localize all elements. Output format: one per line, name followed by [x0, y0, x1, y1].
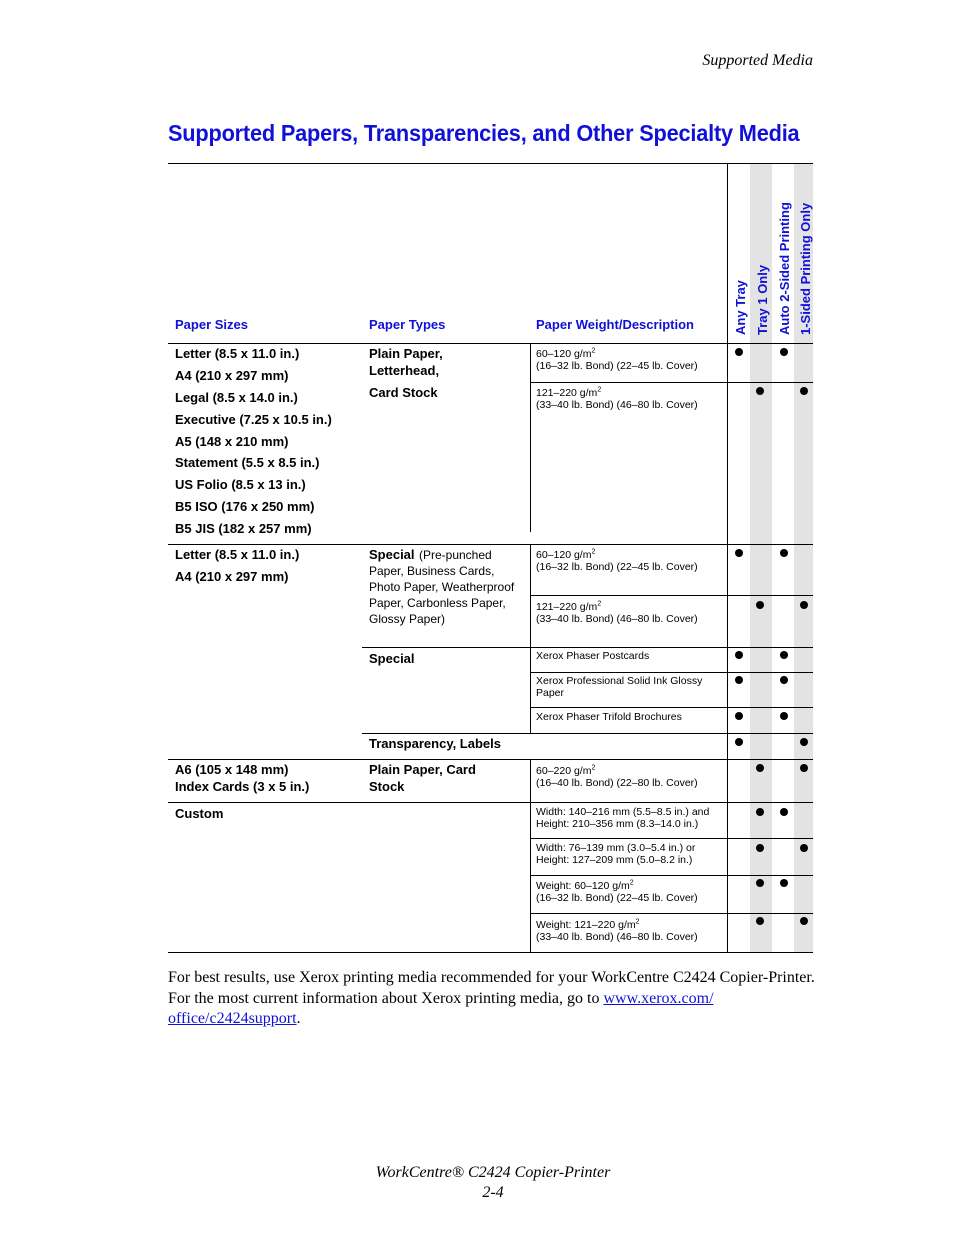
special-desc: (Pre-punched — [418, 548, 492, 562]
check-mark-dot — [735, 348, 743, 356]
weight-desc: Weight: 60–120 $g/m^2$ (16–32 lb. Bond) (22–45 lb. Cover) — [536, 879, 698, 904]
paper-type: Plain Paper, — [369, 346, 443, 361]
weight-desc: Width: 140–216 mm (5.5–8.5 in.) and Height: 210–356 mm (8.3–14.0 in.) — [536, 806, 710, 830]
paper-type: Special — [369, 651, 415, 666]
rule-vertical — [530, 544, 531, 733]
check-mark-dot — [756, 601, 764, 609]
header-auto-2-sided: Auto 2-Sided Printing — [777, 202, 792, 335]
body-paragraph: For best results, use Xerox printing media recommended for your WorkCentre C2424 Copier-Printer. For the most current information about Xerox printing media, go to www.xerox.com/ office/c2424support. — [168, 969, 815, 1027]
special-desc: Glossy Paper) — [369, 612, 446, 626]
check-mark-dot — [756, 808, 764, 816]
check-mark-dot — [756, 917, 764, 925]
check-mark-dot — [800, 917, 808, 925]
special-desc: Paper, Business Cards, — [369, 564, 495, 578]
size-item: Letter (8.5 x 11.0 in.) — [175, 547, 300, 562]
size-item: Executive (7.25 x 10.5 in.) — [175, 412, 332, 427]
weight-desc: Xerox Professional Solid Ink Glossy Paper — [536, 675, 703, 699]
size-item: A6 (105 x 148 mm) — [175, 762, 289, 777]
rule-inner — [530, 595, 813, 596]
paper-type: Card Stock — [369, 385, 438, 400]
weight-desc: 60–120 $g/m^2$ (16–32 lb. Bond) (22–45 lb. Cover) — [536, 548, 698, 573]
weight-desc: Xerox Phaser Trifold Brochures — [536, 711, 682, 723]
size-item: Statement (5.5 x 8.5 in.) — [175, 455, 320, 470]
size-item: Index Cards (3 x 5 in.) — [175, 779, 310, 794]
rule-vertical — [530, 802, 531, 952]
rule-bottom — [168, 952, 813, 953]
weight-desc: 60–120 $g/m^2$ (16–32 lb. Bond) (22–45 lb. Cover) — [536, 347, 698, 372]
check-mark-dot — [756, 844, 764, 852]
running-header: Supported Media — [702, 52, 813, 69]
check-mark-dot — [800, 601, 808, 609]
check-mark-dot — [735, 738, 743, 746]
rule-inner — [362, 647, 813, 648]
check-mark-dot — [800, 387, 808, 395]
header-1-sided-only: 1-Sided Printing Only — [798, 202, 813, 335]
special-desc: Paper, Carbonless Paper, — [369, 596, 506, 610]
size-item: Letter (8.5 x 11.0 in.) — [175, 346, 300, 361]
check-mark-dot — [800, 844, 808, 852]
supported-media-table — [168, 163, 813, 953]
rule-inner — [530, 838, 813, 839]
weight-desc: 60–220 $g/m^2$ (16–40 lb. Bond) (22–80 lb. Cover) — [536, 764, 698, 789]
page-footer — [0, 1163, 954, 1203]
footer-product: WorkCentre® C2424 Copier-Printer — [375, 1164, 611, 1181]
check-mark-dot — [780, 808, 788, 816]
header-any-tray: Any Tray — [733, 280, 748, 335]
special-types — [369, 546, 514, 627]
size-item: Legal (8.5 x 14.0 in.) — [175, 390, 298, 405]
size-item: A4 (210 x 297 mm) — [175, 569, 289, 584]
check-mark-dot — [800, 738, 808, 746]
weight-desc: Xerox Phaser Postcards — [536, 650, 650, 662]
rule-inner — [362, 733, 813, 734]
weight-desc: Weight: 121–220 $g/m^2$ (33–40 lb. Bond) (46–80 lb. Cover) — [536, 918, 698, 943]
rule-inner — [530, 875, 813, 876]
rule-group1-end — [168, 544, 813, 545]
check-mark-dot — [756, 879, 764, 887]
check-mark-dot — [780, 549, 788, 557]
rule-inner — [530, 913, 813, 914]
rule-header — [168, 343, 813, 344]
support-link[interactable]: www.xerox.com/ office/c2424support — [168, 989, 714, 1027]
footer-page-number: 2-4 — [482, 1184, 504, 1201]
rule-group2-end — [168, 759, 813, 760]
header-paper-types: Paper Types — [369, 317, 446, 332]
size-item: US Folio (8.5 x 13 in.) — [175, 477, 306, 492]
header-paper-sizes: Paper Sizes — [175, 317, 248, 332]
check-mark-dot — [780, 712, 788, 720]
weight-desc: 121–220 $g/m^2$ (33–40 lb. Bond) (46–80 lb. Cover) — [536, 600, 698, 625]
paper-type: Transparency, Labels — [369, 736, 501, 751]
rule-inner — [530, 382, 813, 383]
size-item: A4 (210 x 297 mm) — [175, 368, 289, 383]
weight-desc: Width: 76–139 mm (3.0–5.4 in.) or Height: 127–209 mm (5.0–8.2 in.) — [536, 842, 696, 866]
special-desc: Photo Paper, Weatherproof — [369, 580, 515, 594]
rule-inner — [530, 707, 813, 708]
check-mark-dot — [800, 764, 808, 772]
rule-inner — [530, 672, 813, 673]
check-mark-dot — [735, 651, 743, 659]
size-item: A5 (148 x 210 mm) — [175, 434, 289, 449]
check-mark-dot — [735, 549, 743, 557]
paper-type: Letterhead, — [369, 363, 440, 378]
paper-type: Stock — [369, 779, 405, 794]
rule-group3-end — [168, 802, 813, 803]
paper-type: Plain Paper, Card — [369, 762, 476, 777]
check-mark-dot — [756, 387, 764, 395]
rule-vertical — [727, 163, 728, 953]
rule-vertical — [530, 759, 531, 802]
size-item: Custom — [175, 806, 224, 821]
header-tray1-only: Tray 1 Only — [755, 264, 770, 335]
rule-top — [168, 163, 813, 164]
check-mark-dot — [780, 879, 788, 887]
check-mark-dot — [756, 764, 764, 772]
special-title: Special — [369, 547, 415, 562]
check-mark-dot — [780, 348, 788, 356]
check-mark-dot — [780, 651, 788, 659]
weight-desc: 121–220 $g/m^2$ (33–40 lb. Bond) (46–80 lb. Cover) — [536, 386, 698, 411]
size-item: B5 JIS (182 x 257 mm) — [175, 521, 312, 536]
check-mark-dot — [735, 676, 743, 684]
check-mark-dot — [735, 712, 743, 720]
header-paper-weight: Paper Weight/Description — [536, 317, 694, 332]
rule-vertical — [530, 343, 531, 532]
page-title: Supported Papers, Transparencies, and Other Specialty Media — [168, 120, 800, 146]
check-mark-dot — [780, 676, 788, 684]
size-item: B5 ISO (176 x 250 mm) — [175, 499, 315, 514]
